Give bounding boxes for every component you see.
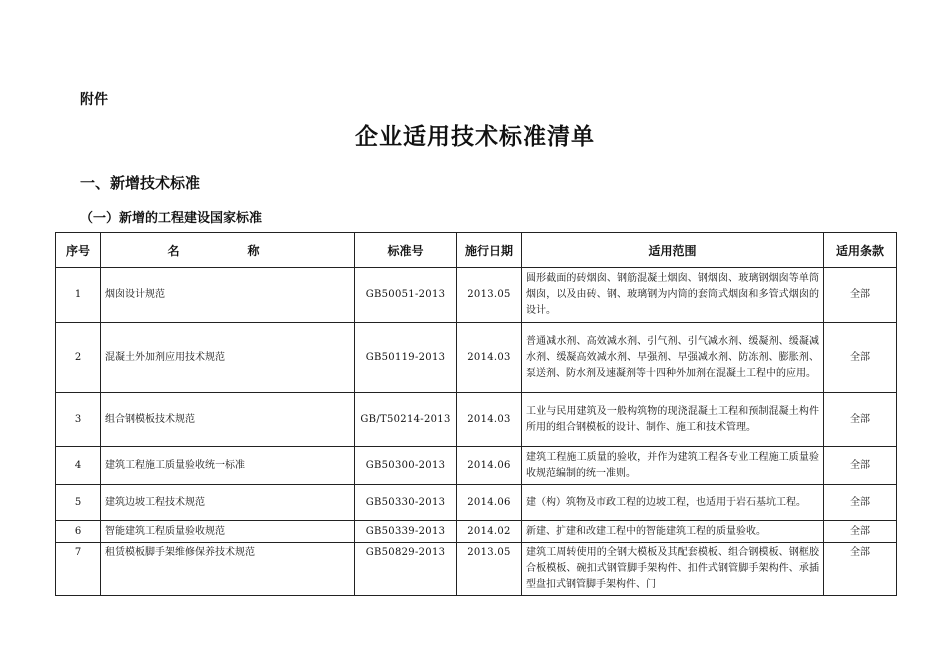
table-row (56, 323, 897, 393)
row-name: 建筑边坡工程技术规范 (101, 485, 355, 521)
row-code: GB50339-2013 (355, 521, 457, 543)
row-clauses: 全部 (824, 447, 897, 485)
subsection-heading: （一）新增的工程建设国家标准 (80, 211, 263, 226)
row-scope: 建筑工周转使用的全钢大模板及其配套模板、组合钢模板、钢框胶合板模板、碗扣式钢管脚手架构件、扣件式钢管脚手架构件、承插型盘扣式钢管脚手架构件、门 (522, 543, 824, 596)
document-title: 企业适用技术标准清单 (355, 124, 595, 150)
row-name: 智能建筑工程质量验收规范 (101, 521, 355, 543)
row-name: 组合钢模板技术规范 (101, 393, 355, 447)
row-code: GB50119-2013 (355, 323, 457, 393)
row-no: 2 (56, 323, 101, 393)
header-date: 施行日期 (457, 233, 522, 268)
row-code: GB50330-2013 (355, 485, 457, 521)
row-date: 2014.02 (457, 521, 522, 543)
table-row (56, 447, 897, 485)
row-code: GB50051-2013 (355, 268, 457, 323)
row-date: 2014.03 (457, 393, 522, 447)
row-name: 烟囱设计规范 (101, 268, 355, 323)
row-date: 2014.06 (457, 447, 522, 485)
row-date: 2013.05 (457, 268, 522, 323)
row-no: 7 (56, 543, 101, 596)
header-no: 序号 (56, 233, 101, 268)
row-code: GB/T50214-2013 (355, 393, 457, 447)
row-no: 6 (56, 521, 101, 543)
row-scope: 圆形截面的砖烟囱、钢筋混凝土烟囱、钢烟囱、玻璃钢烟囱等单筒烟囱，以及由砖、钢、玻璃钢为内筒的套筒式烟囱和多管式烟囱的设计。 (522, 268, 824, 323)
row-date: 2014.03 (457, 323, 522, 393)
table-row (56, 521, 897, 543)
row-no: 4 (56, 447, 101, 485)
row-clauses: 全部 (824, 521, 897, 543)
row-no: 5 (56, 485, 101, 521)
attachment-label: 附件 (80, 92, 108, 108)
header-clauses: 适用条款 (824, 233, 897, 268)
row-date: 2014.06 (457, 485, 522, 521)
row-scope: 工业与民用建筑及一般构筑物的现浇混凝土工程和预制混凝土构件所用的组合钢模板的设计、制作、施工和技术管理。 (522, 393, 824, 447)
section-heading: 一、新增技术标准 (80, 174, 201, 192)
header-scope: 适用范围 (522, 233, 824, 268)
row-no: 3 (56, 393, 101, 447)
table-row (56, 393, 897, 447)
row-clauses: 全部 (824, 393, 897, 447)
row-name: 混凝土外加剂应用技术规范 (101, 323, 355, 393)
row-date: 2013.05 (457, 543, 522, 596)
row-name: 建筑工程施工质量验收统一标准 (101, 447, 355, 485)
row-clauses: 全部 (824, 485, 897, 521)
table-row (56, 485, 897, 521)
row-no: 1 (56, 268, 101, 323)
row-code: GB50300-2013 (355, 447, 457, 485)
table-row (56, 268, 897, 323)
header-code: 标准号 (355, 233, 457, 268)
row-name: 租赁模板脚手架维修保养技术规范 (101, 543, 355, 596)
row-scope: 建（构）筑物及市政工程的边坡工程，也适用于岩石基坑工程。 (522, 485, 824, 521)
standards-table (55, 232, 897, 596)
row-clauses: 全部 (824, 543, 897, 596)
row-scope: 建筑工程施工质量的验收，并作为建筑工程各专业工程施工质量验收规范编制的统一准则。 (522, 447, 824, 485)
table-header-row (56, 233, 897, 268)
row-clauses: 全部 (824, 268, 897, 323)
row-scope: 普通减水剂、高效减水剂、引气剂、引气减水剂、缓凝剂、缓凝减水剂、缓凝高效减水剂、早强剂、早强减水剂、防冻剂、膨胀剂、泵送剂、防水剂及速凝剂等十四种外加剂在混凝土工程中的应用。 (522, 323, 824, 393)
header-name: 名 称 (101, 233, 355, 268)
table-row (56, 543, 897, 596)
row-scope: 新建、扩建和改建工程中的智能建筑工程的质量验收。 (522, 521, 824, 543)
row-clauses: 全部 (824, 323, 897, 393)
row-code: GB50829-2013 (355, 543, 457, 596)
